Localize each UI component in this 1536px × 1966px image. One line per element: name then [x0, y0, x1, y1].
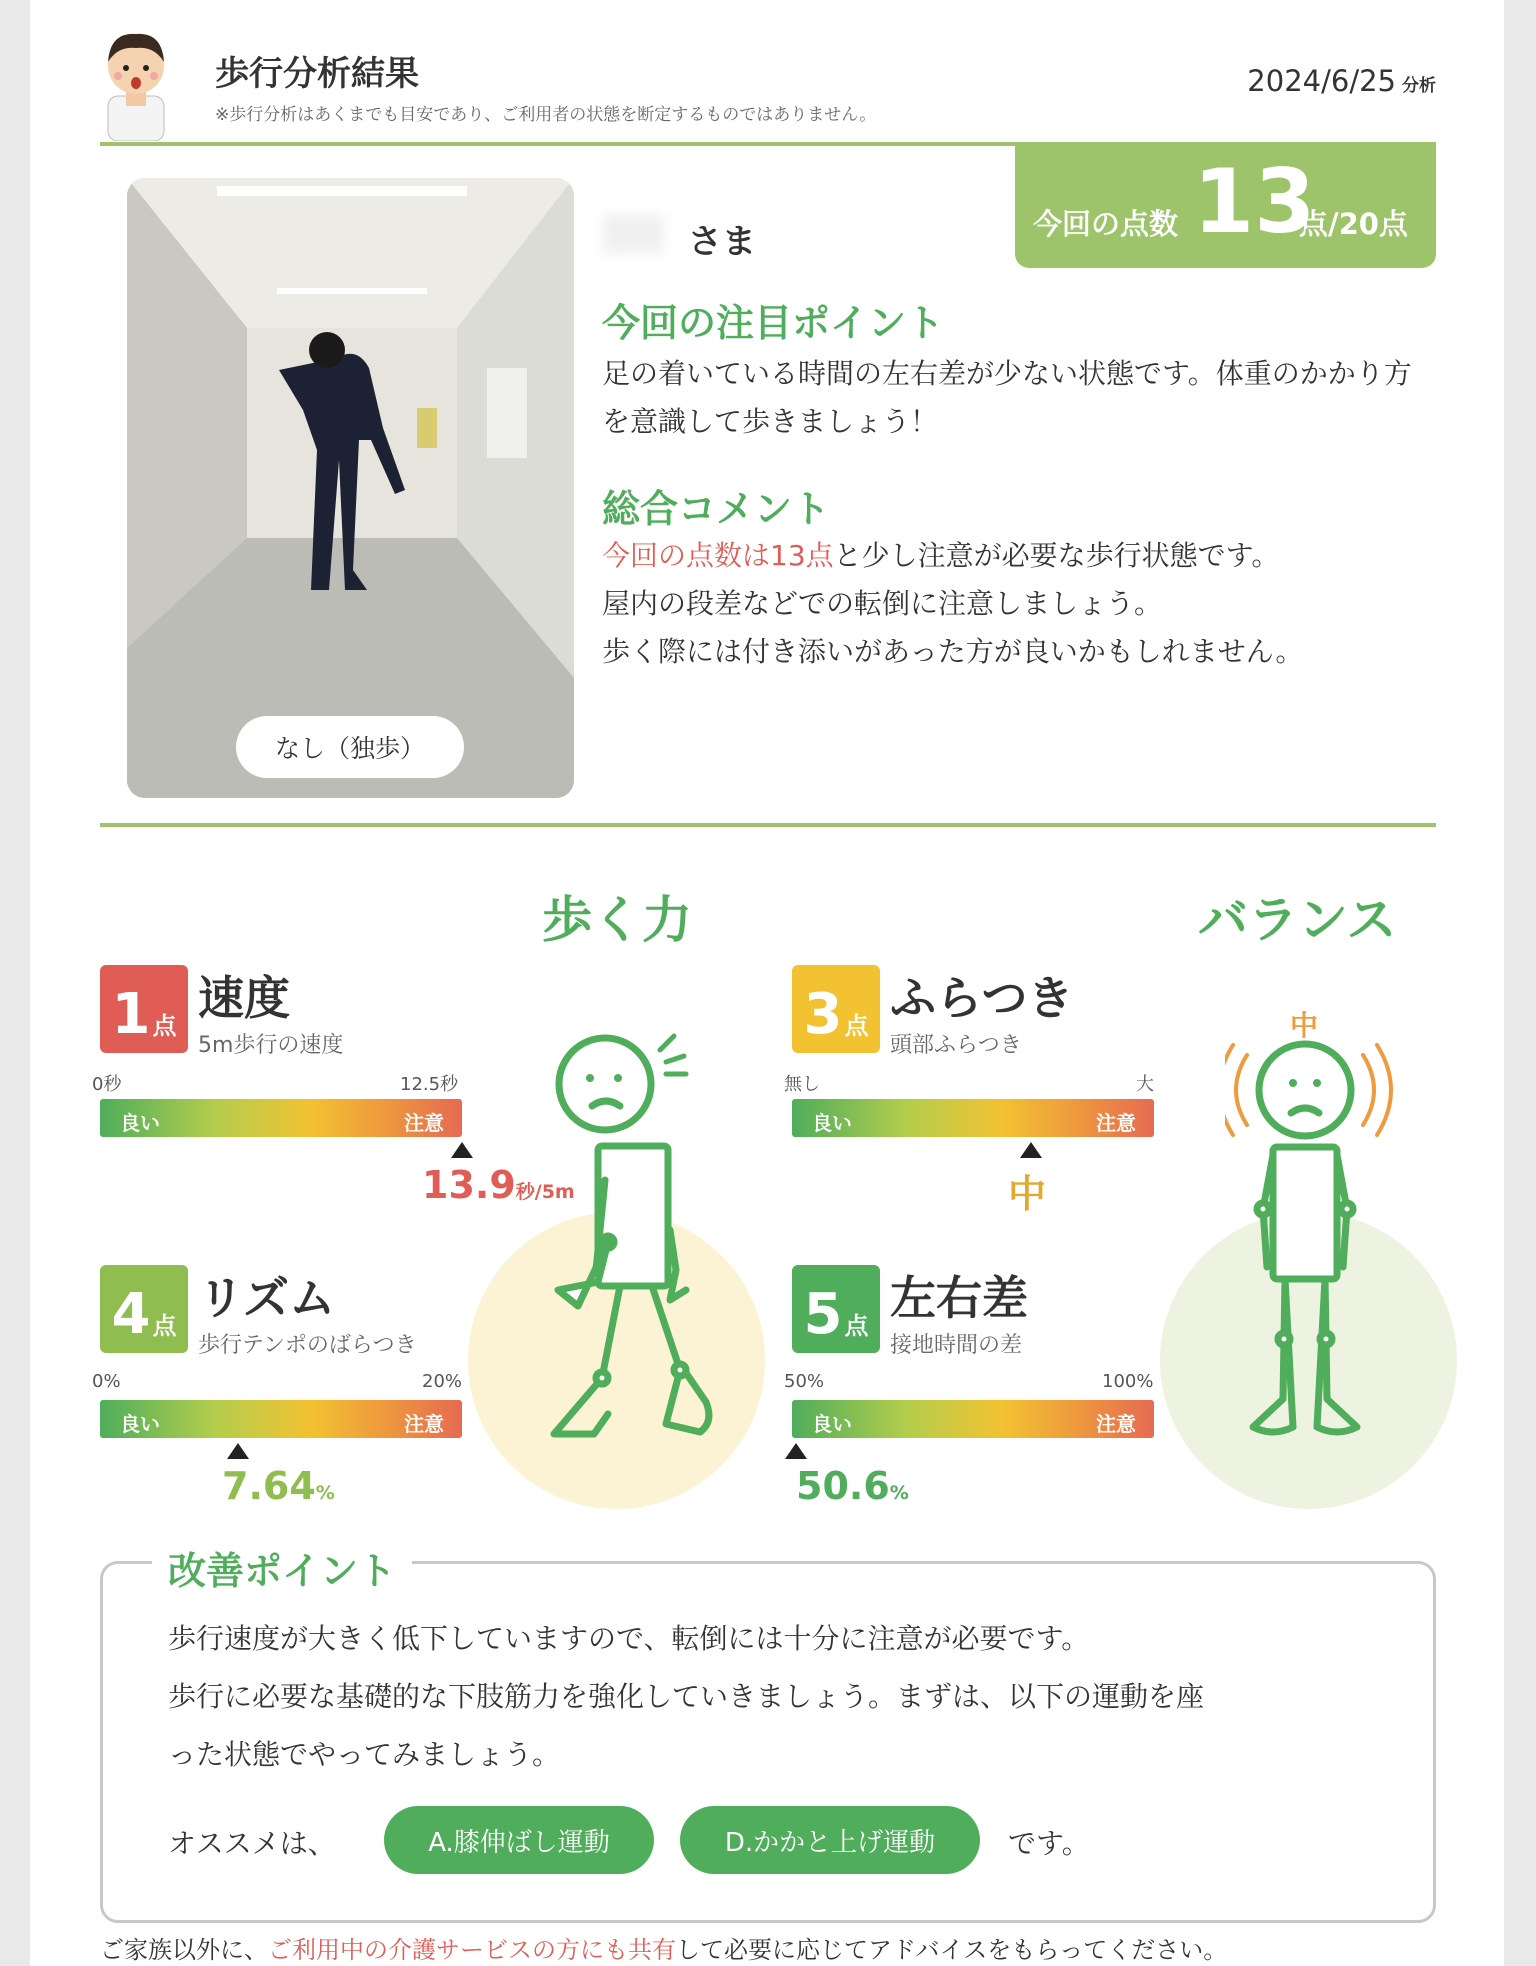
asymmetry-value-unit: %: [889, 1482, 909, 1504]
assist-status-pill: なし（独歩）: [236, 716, 464, 778]
comment-text: [602, 532, 1432, 676]
rhythm-bar-good: 良い: [120, 1412, 160, 1436]
asymmetry-scale-max: 100%: [1102, 1371, 1154, 1392]
rhythm-bar: [100, 1400, 462, 1438]
sway-bar-good: 良い: [812, 1111, 852, 1135]
speed-value: 13.9: [422, 1163, 516, 1207]
footer-suffix: して必要に応じてアドバイスをもらってください。: [676, 1936, 1228, 1964]
speed-points: 1: [111, 982, 151, 1047]
score-label: 今回の点数: [1033, 207, 1179, 241]
sway-marker: [1020, 1142, 1042, 1158]
sway-points-badge: [792, 965, 880, 1053]
comment-heading: 総合コメント: [602, 487, 831, 531]
analysis-date: [1247, 64, 1436, 98]
improvement-text: [168, 1610, 1368, 1784]
improvement-line-2: 歩行に必要な基礎的な下肢筋力を強化していきましょう。まずは、以下の運動を座: [168, 1680, 1205, 1713]
rhythm-sub: 歩行テンポのばらつき: [198, 1333, 417, 1358]
sway-sub: 頭部ふらつき: [890, 1033, 1022, 1058]
sway-name: ふらつき: [890, 971, 1074, 1025]
speed-sub: 5m歩行の速度: [198, 1033, 344, 1058]
sway-bar: [792, 1099, 1154, 1137]
comment-line-1-rest: と少し注意が必要な歩行状態です。: [833, 539, 1280, 572]
speed-name: 速度: [198, 971, 290, 1025]
speed-points-unit: 点: [152, 1012, 177, 1040]
speed-bar: [100, 1099, 462, 1137]
rhythm-value: 7.64: [222, 1464, 316, 1508]
exercise-d-button[interactable]: D.かかと上げ運動: [680, 1806, 980, 1874]
exercise-a-button[interactable]: A.膝伸ばし運動: [384, 1806, 654, 1874]
asymmetry-marker: [785, 1443, 807, 1459]
walking-stick-figure-icon: [530, 1030, 730, 1460]
score-box: [1015, 144, 1436, 268]
footer-prefix: ご家族以外に、: [100, 1936, 268, 1964]
rhythm-name: リズム: [198, 1271, 336, 1325]
rhythm-points-unit: 点: [152, 1312, 177, 1340]
speed-bar-warn: 注意: [404, 1111, 444, 1135]
asymmetry-bar: [792, 1400, 1154, 1438]
speed-scale-min: 0秒: [92, 1074, 122, 1095]
patient-honorific: さま: [688, 222, 756, 262]
asymmetry-points-unit: 点: [844, 1312, 869, 1340]
sway-scale-max: 大: [1136, 1074, 1154, 1095]
focus-text: 足の着いている時間の左右差が少ない状態です。体重のかかり方を意識して歩きましょう！: [602, 357, 1412, 438]
focus-heading: 今回の注目ポイント: [602, 301, 945, 345]
improvement-heading: 改善ポイント: [152, 1540, 412, 1595]
speed-bar-good: 良い: [120, 1111, 160, 1135]
asymmetry-reading: [796, 1464, 909, 1508]
speed-reading: [422, 1163, 575, 1207]
speed-marker: [451, 1142, 473, 1158]
date-value: 2024/6/25: [1247, 64, 1396, 98]
score-value: 13: [1193, 150, 1316, 253]
rhythm-reading: [222, 1464, 335, 1508]
sway-points: 3: [803, 982, 843, 1047]
comment-line-2: 屋内の段差などでの転倒に注意しましょう。: [602, 587, 1163, 620]
comment-line-3: 歩く際には付き添いがあった方が良いかもしれません。: [602, 635, 1304, 668]
asymmetry-bar-good: 良い: [812, 1412, 852, 1436]
date-suffix: 分析: [1402, 76, 1436, 96]
speed-value-unit: 秒/5m: [515, 1181, 575, 1203]
rhythm-bar-warn: 注意: [404, 1412, 444, 1436]
asymmetry-scale-min: 50%: [784, 1371, 825, 1392]
comment-line-1: [602, 532, 1432, 580]
balance-figure-sway-label: 中: [1290, 1009, 1319, 1042]
speed-points-badge: [100, 965, 188, 1053]
asymmetry-points-badge: [792, 1265, 880, 1353]
asymmetry-sub: 接地時間の差: [890, 1333, 1023, 1358]
score-total: 点/20点: [1299, 207, 1408, 241]
asymmetry-value: 50.6: [796, 1464, 890, 1508]
balance-title: バランス: [1198, 891, 1397, 949]
rhythm-scale-max: 20%: [422, 1371, 463, 1392]
sway-scale-min: 無し: [784, 1074, 820, 1095]
improvement-line-3: った状態でやってみましょう。: [168, 1738, 561, 1771]
rhythm-value-unit: %: [315, 1482, 335, 1504]
rhythm-points: 4: [111, 1282, 151, 1347]
footer-highlight: ご利用中の介護サービスの方にも共有: [268, 1936, 676, 1964]
walking-ability-title: 歩く力: [542, 891, 692, 949]
section-divider: [100, 823, 1436, 827]
walking-photo: [127, 178, 574, 798]
improvement-line-1: 歩行速度が大きく低下していますので、転倒には十分に注意が必要です。: [168, 1622, 1090, 1655]
rhythm-scale-min: 0%: [92, 1371, 121, 1392]
rhythm-points-badge: [100, 1265, 188, 1353]
asymmetry-bar-warn: 注意: [1096, 1412, 1136, 1436]
disclaimer: ※歩行分析はあくまでも目安であり、ご利用者の状態を断定するものではありません。: [215, 105, 877, 125]
sway-value: 中: [1008, 1172, 1047, 1216]
sway-reading: [1008, 1163, 1046, 1218]
asymmetry-name: 左右差: [890, 1271, 1028, 1325]
staff-avatar-icon: [96, 26, 176, 141]
asymmetry-points: 5: [803, 1282, 843, 1347]
patient-name-redacted: [602, 214, 664, 254]
rhythm-marker: [227, 1443, 249, 1459]
recommend-suffix: です。: [1008, 1827, 1090, 1860]
footer-note: [100, 1930, 1227, 1965]
balance-stick-figure-icon: [1225, 995, 1395, 1455]
recommend-label: オススメは、: [168, 1827, 336, 1860]
comment-highlight: 今回の点数は13点: [602, 539, 834, 572]
sway-points-unit: 点: [844, 1012, 869, 1040]
page-title: 歩行分析結果: [215, 54, 419, 94]
speed-scale-max: 12.5秒: [400, 1074, 459, 1095]
sway-bar-warn: 注意: [1096, 1111, 1136, 1135]
